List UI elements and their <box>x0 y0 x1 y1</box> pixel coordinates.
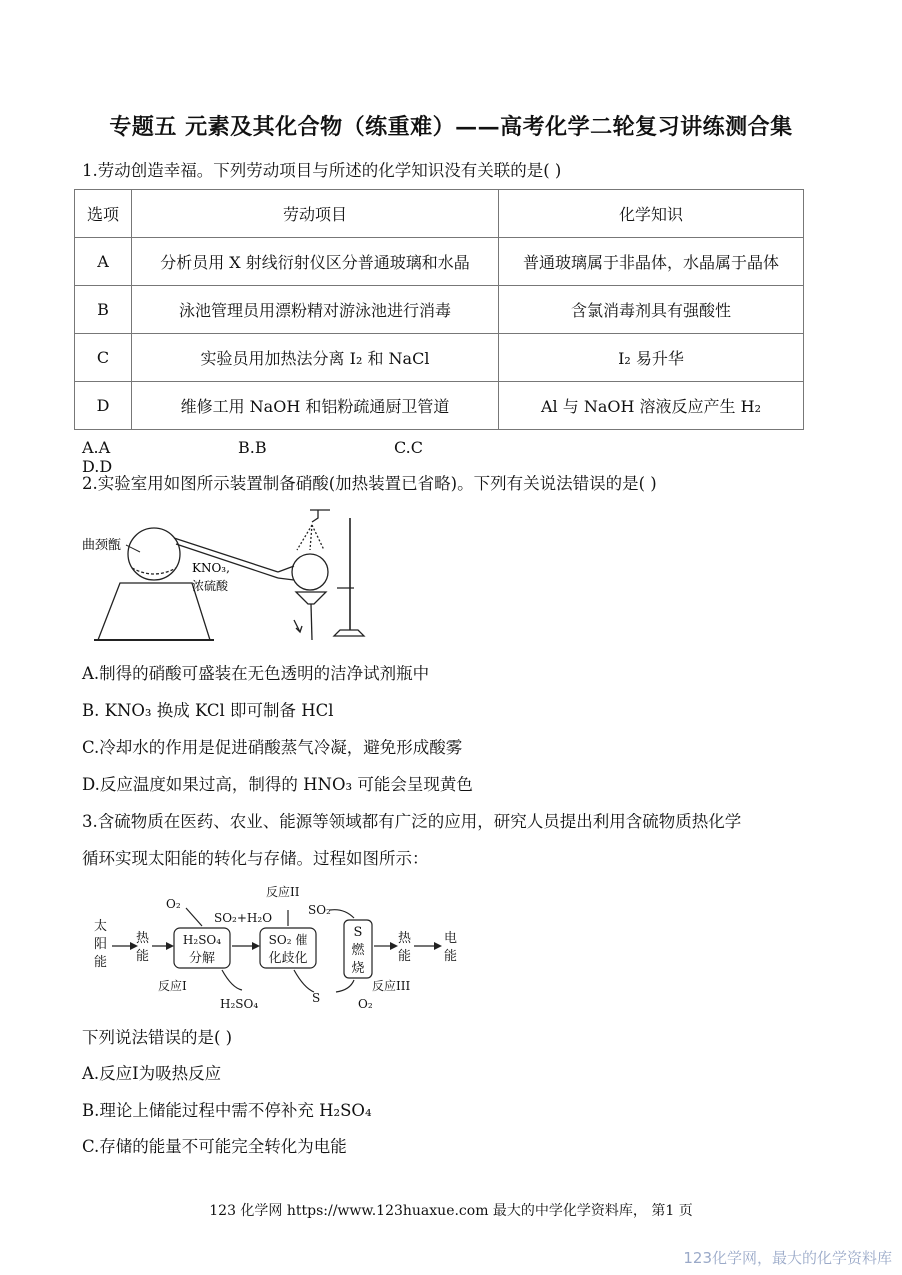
option-b[interactable]: B.B <box>238 438 267 457</box>
solar-label: 能 <box>94 955 108 970</box>
q1-stem: 1.劳动创造幸福。下列劳动项目与所述的化学知识没有关联的是( ) <box>82 161 562 180</box>
so2-disproportionation-box: 化歧化 <box>268 951 308 966</box>
o2-label: O₂ <box>166 897 181 911</box>
table-cell: D <box>75 382 132 430</box>
table-row <box>75 334 804 382</box>
reagent-label-1: KNO₃, <box>192 561 230 575</box>
q2-option-b[interactable]: B. KNO₃ 换成 KCl 即可制备 HCl <box>82 701 334 720</box>
table-header: 选项 <box>75 190 132 238</box>
table-cell: I₂ 易升华 <box>499 334 804 382</box>
option-c[interactable]: C.C <box>394 438 423 457</box>
page-title: 专题五 元素及其化合物（练重难）——高考化学二轮复习讲练测合集 <box>109 114 793 140</box>
retort-label: 曲颈甑 <box>82 538 122 553</box>
reagent-label-2: 浓硫酸 <box>192 579 229 593</box>
table-row <box>75 238 804 286</box>
heat-label: 热 <box>398 931 412 946</box>
sulfur-cycle-diagram <box>82 880 482 1020</box>
table-cell: Al 与 NaOH 溶液反应产生 H₂ <box>499 382 804 430</box>
heat-label: 能 <box>398 949 412 964</box>
table-row <box>75 286 804 334</box>
option-a[interactable]: A.A <box>82 438 111 457</box>
reaction-i-label: 反应I <box>158 979 187 993</box>
q3-stem-line1: 3.含硫物质在医药、农业、能源等领域都有广泛的应用，研究人员提出利用含硫物质热化学 <box>82 812 742 831</box>
reaction-iii-label: 反应III <box>372 979 411 993</box>
nitric-acid-apparatus-figure <box>82 500 382 650</box>
h2so4-label: H₂SO₄ <box>220 997 259 1011</box>
table-cell: 普通玻璃属于非晶体，水晶属于晶体 <box>499 238 804 286</box>
table-header: 劳动项目 <box>132 190 499 238</box>
q2-option-d[interactable]: D.反应温度如果过高，制得的 HNO₃ 可能会呈现黄色 <box>82 775 473 794</box>
table-cell: C <box>75 334 132 382</box>
o2-label: O₂ <box>358 997 373 1011</box>
table-row <box>75 382 804 430</box>
table-cell: 分析员用 X 射线衍射仪区分普通玻璃和水晶 <box>132 238 499 286</box>
electric-label: 电 <box>444 931 458 946</box>
electric-label: 能 <box>444 949 458 964</box>
q3-sub-stem: 下列说法错误的是( ) <box>82 1028 233 1047</box>
option-d[interactable]: D.D <box>82 457 113 476</box>
sulfur-combustion-box: 烧 <box>351 961 365 976</box>
table-cell: A <box>75 238 132 286</box>
q2-option-a[interactable]: A.制得的硝酸可盛装在无色透明的洁净试剂瓶中 <box>82 664 430 683</box>
table-header-row <box>75 190 804 238</box>
table-header: 化学知识 <box>499 190 804 238</box>
so2-h2o-label: SO₂+H₂O <box>214 911 273 925</box>
table-cell: 实验员用加热法分离 I₂ 和 NaCl <box>132 334 499 382</box>
table-cell: 泳池管理员用漂粉精对游泳池进行消毒 <box>132 286 499 334</box>
table-cell: 维修工用 NaOH 和铝粉疏通厨卫管道 <box>132 382 499 430</box>
so2-disproportionation-box: SO₂ 催 <box>268 933 308 947</box>
heat-label: 热 <box>136 931 150 946</box>
q3-option-c[interactable]: C.存储的能量不可能完全转化为电能 <box>82 1137 347 1156</box>
q1-table <box>74 189 804 430</box>
q3-option-a[interactable]: A.反应I为吸热反应 <box>82 1064 222 1083</box>
s-label: S <box>312 991 321 1005</box>
sulfur-combustion-box: S <box>353 925 363 940</box>
heat-label: 能 <box>136 949 150 964</box>
reaction-ii-label: 反应II <box>266 885 300 899</box>
table-cell: 含氯消毒剂具有强酸性 <box>499 286 804 334</box>
solar-label: 阳 <box>94 937 108 952</box>
q2-option-c[interactable]: C.冷却水的作用是促进硝酸蒸气冷凝，避免形成酸雾 <box>82 738 463 757</box>
table-cell: B <box>75 286 132 334</box>
so2-label: SO₂ <box>308 903 331 917</box>
q2-stem: 2.实验室用如图所示装置制备硝酸(加热装置已省略)。下列有关说法错误的是( ) <box>82 474 657 493</box>
watermark: 123化学网，最大的化学资料库 <box>683 1249 892 1267</box>
h2so4-decomposition-box: H₂SO₄ <box>182 933 222 947</box>
q3-stem-line2: 循环实现太阳能的转化与存储。过程如图所示： <box>82 849 429 868</box>
h2so4-decomposition-box: 分解 <box>188 951 216 966</box>
sulfur-combustion-box: 燃 <box>351 943 365 958</box>
solar-label: 太 <box>94 919 108 934</box>
page-footer: 123 化学网 https://www.123huaxue.com 最大的中学化学资料库， 第1 页 <box>209 1203 693 1219</box>
q3-option-b[interactable]: B.理论上储能过程中需不停补充 H₂SO₄ <box>82 1101 372 1120</box>
